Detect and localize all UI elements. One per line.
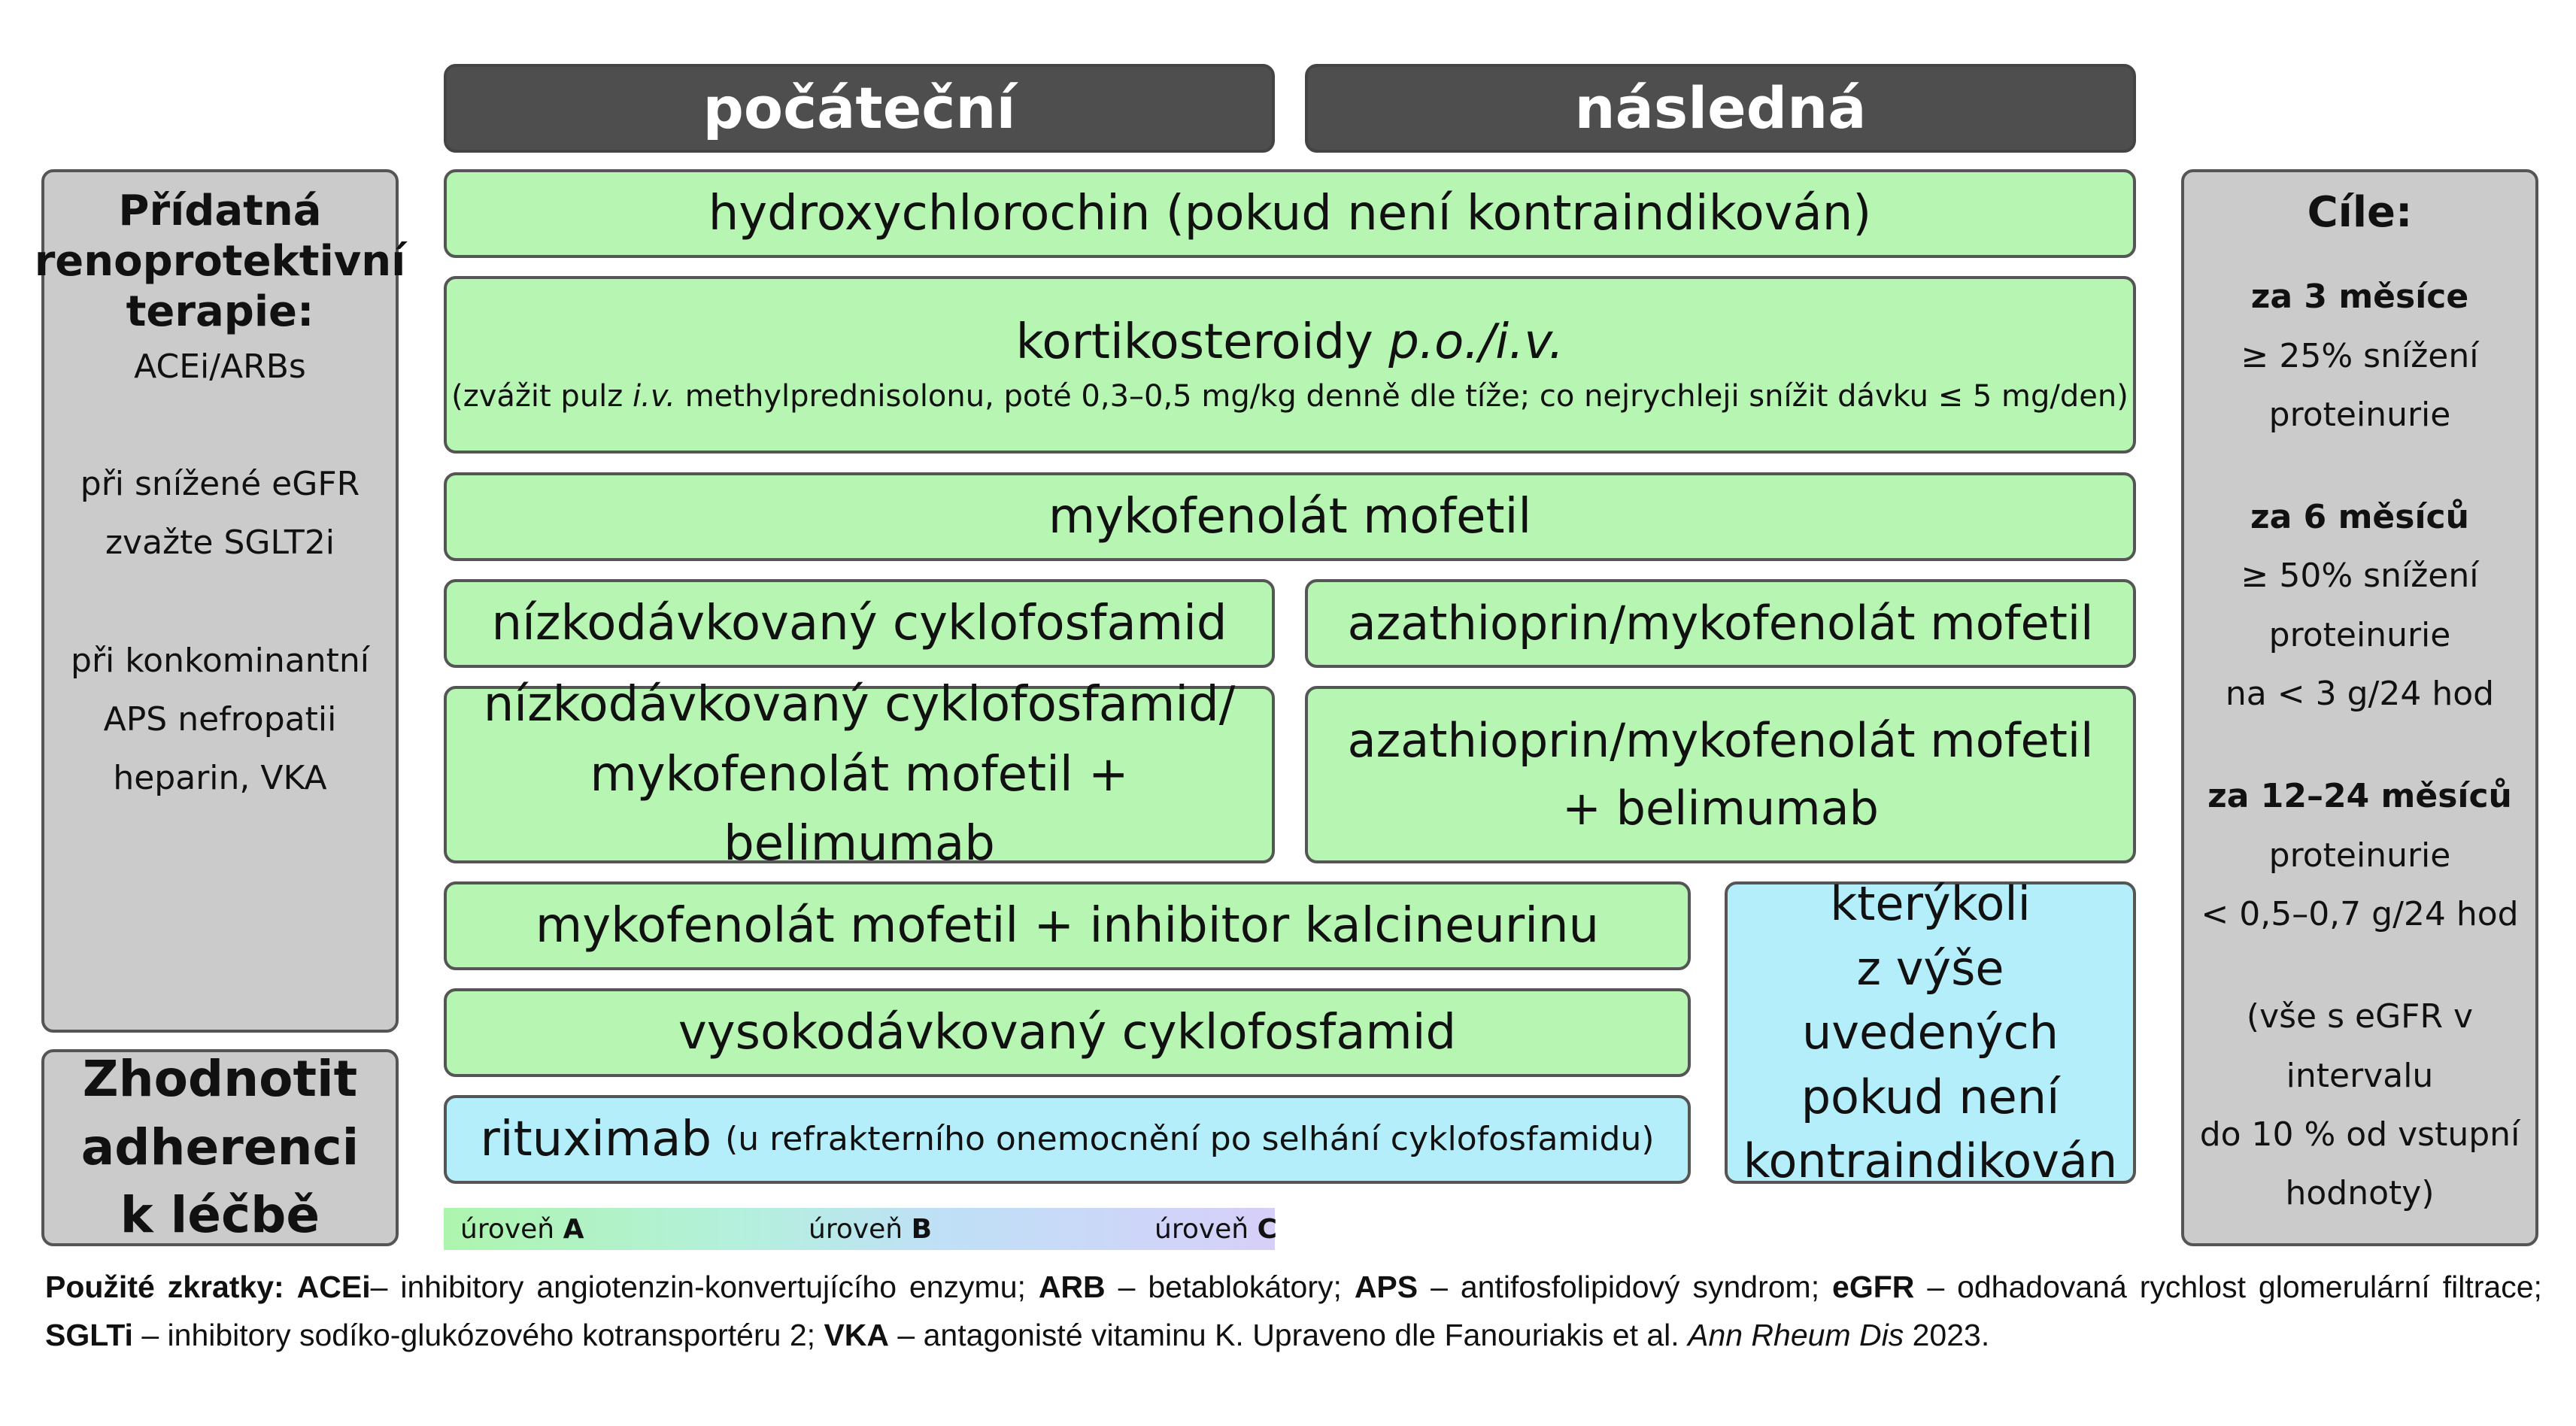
therapy-lowdose-cyclophosphamide-belimumab [444, 676, 1275, 872]
therapy-azathioprine-mycophenolate [1305, 579, 2136, 668]
therapy-highdose-cyclophosphamide [444, 988, 1691, 1077]
abbreviations-line2: SGLTi – inhibitory sodíko-glukózového kotransportéru 2; VKA – antagonisté vitaminu K. Upraveno dle Fanouriakis et al. Ann Rheum Dis 2023. [45, 1317, 1990, 1352]
therapy-azathioprine-belimumab [1305, 686, 2136, 863]
header-subsequent [1305, 64, 2136, 153]
renoprotective-line-sglt2i: zvažte SGLT2i [105, 523, 335, 563]
renoprotective-line-concomitant: při konkominantní [71, 641, 369, 680]
therapy-mmf-calcineurin [444, 881, 1691, 970]
therapy-rituximab [444, 1095, 1691, 1184]
therapy-corticosteroids [444, 276, 2136, 454]
any-above-line1: kterýkoli [1830, 876, 2031, 932]
therapy-mycophenolate [444, 472, 2136, 561]
aza-mmf-bel-line1: azathioprin/mykofenolát mofetil [1347, 713, 2094, 769]
renoprotective-line-egfr: při snížené eGFR [80, 464, 360, 503]
goal-6-months-b: proteinurie [2268, 615, 2451, 654]
corticosteroids-route: p.o./i.v. [1388, 314, 1564, 371]
goals-note-b: do 10 % od vstupní [2199, 1115, 2520, 1154]
corticosteroids-note-b: methylprednisolonu, poté 0,3–0,5 mg/kg denně dle tíže; co nejrychleji snížit dávku ≤ 5 mg/den) [684, 378, 2128, 414]
goal-3-months-a: ≥ 25% snížení [2241, 336, 2479, 375]
renoprotective-title: Přídatná renoprotektivní terapie: [34, 187, 406, 337]
therapy-lowdose-cyclophosphamide [444, 579, 1275, 668]
goal-6-months-title: za 6 měsíců [2250, 498, 2469, 537]
renoprotective-line-aps: APS nefropatii [103, 699, 337, 739]
adherence-text: Zhodnotit adherenci k léčbě [80, 1050, 360, 1245]
goal-3-months-title: za 3 měsíce [2250, 278, 2469, 317]
any-above-line2: z výše uvedených [1802, 940, 2059, 1060]
renoprotective-line-aceiarb: ACEi/ARBs [134, 347, 306, 386]
goals-panel [2181, 169, 2538, 1246]
goal-12-24-months-title: za 12–24 měsíců [2207, 777, 2512, 816]
corticosteroids-label: kortikosteroidy [1015, 314, 1373, 371]
abbreviations-label: Použité zkratky: [45, 1270, 284, 1304]
goals-note-c: hodnoty) [2285, 1174, 2435, 1213]
adherence-box [41, 1049, 399, 1246]
goal-12-24-months-b: < 0,5–0,7 g/24 hod [2201, 895, 2519, 933]
legend-level-a: úroveň A [460, 1214, 584, 1245]
rituximab-note: (u refrakterního onemocnění po selhání cyklofosfamidu) [725, 1119, 1655, 1158]
any-above-line3: pokud není [1801, 1069, 2060, 1124]
header-subsequent-label: následná [1574, 74, 1867, 142]
header-initial-label: počáteční [702, 74, 1016, 142]
lowdose-cyc-bel-line1: nízkodávkovaný cyklofosfamid/ [483, 676, 1236, 733]
therapy-hydroxychloroquine [444, 169, 2136, 258]
evidence-level-legend [444, 1208, 1275, 1250]
renoprotective-line-heparin: heparin, VKA [113, 759, 327, 798]
abbreviations-footer [45, 1264, 2542, 1359]
goal-12-24-months-a: proteinurie [2268, 836, 2451, 875]
rituximab-label: rituximab [480, 1111, 712, 1167]
goal-3-months-b: proteinurie [2268, 395, 2451, 434]
goal-6-months-a: ≥ 50% snížení [2241, 557, 2479, 596]
corticosteroids-note-iv: i.v. [633, 378, 675, 414]
any-above-line4: kontraindikován [1743, 1133, 2118, 1189]
legend-level-b: úroveň B [809, 1214, 933, 1245]
header-initial [444, 64, 1275, 153]
renoprotective-panel [34, 169, 406, 1033]
therapy-mmf-calcineurin-label: mykofenolát mofetil + inhibitor kalcineurinu [535, 897, 1600, 954]
aza-mmf-bel-line2: + belimumab [1561, 781, 1880, 836]
goals-title: Cíle: [2307, 188, 2413, 237]
therapy-hydroxychloroquine-label: hydroxychlorochin (pokud není kontraindikován) [708, 185, 1872, 241]
therapy-mycophenolate-label: mykofenolát mofetil [1048, 488, 1532, 545]
abbreviations-line1: Použité zkratky: ACEi– inhibitory angiotenzin-konvertujícího enzymu; ARB – betablokátory; APS – antifosfolipidový syndrom; eGFR – odhadovaná rychlost glomerulární filtrace; [45, 1270, 2542, 1304]
legend-level-c: úroveň C [1154, 1214, 1277, 1245]
corticosteroids-note-a: (zvážit pulz [451, 378, 624, 414]
therapy-azathioprine-mycophenolate-label: azathioprin/mykofenolát mofetil [1347, 595, 2094, 651]
goal-6-months-c: na < 3 g/24 hod [2225, 675, 2495, 714]
citation-journal: Ann Rheum Dis [1688, 1317, 1904, 1352]
goals-note-a: (vše s eGFR v intervalu [2246, 997, 2474, 1095]
therapy-any-above [1725, 876, 2136, 1189]
therapy-highdose-cyclophosphamide-label: vysokodávkovaný cyklofosfamid [678, 1004, 1457, 1060]
lowdose-cyc-bel-line2: mykofenolát mofetil + belimumab [590, 746, 1129, 872]
therapy-lowdose-cyclophosphamide-label: nízkodávkovaný cyklofosfamid [491, 595, 1227, 651]
